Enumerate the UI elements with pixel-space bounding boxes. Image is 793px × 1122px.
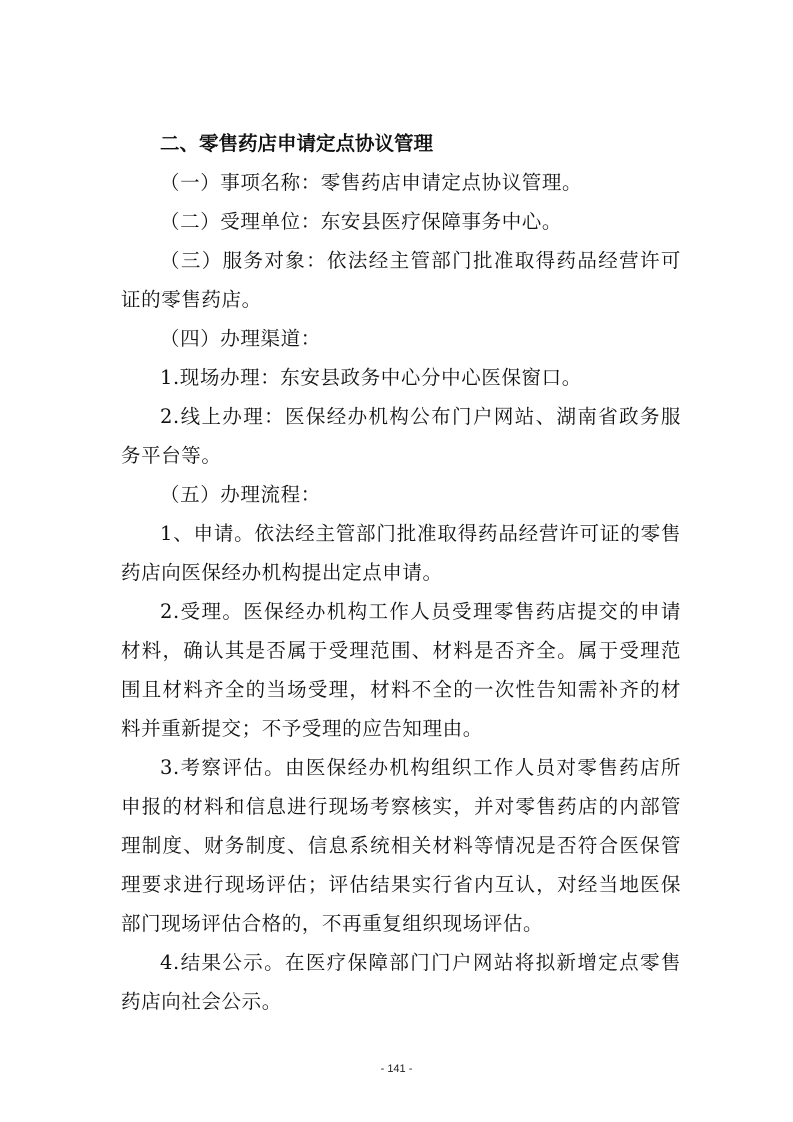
- document-body: [121, 124, 681, 1021]
- accepting-unit-paragraph: （二）受理单位：东安县医疗保障事务中心。: [160, 210, 563, 233]
- online-channel-paragraph: 2.线上办理：医保经办机构公布门户网站、湖南省政务服务平台等。: [121, 405, 681, 467]
- step-apply-paragraph: 1、申请。依法经主管部门批准取得药品经营许可证的零售药店向医保经办机构提出定点申请。: [121, 522, 681, 584]
- step-evaluate-paragraph: 3.考察评估。由医保经办机构组织工作人员对零售药店所申报的材料和信息进行现场考察核实，并对零售药店的内部管理制度、财务制度、信息系统相关材料等情况是否符合医保管理要求进行现场评估；评估结果实行省内互认，对经当地医保部门现场评估合格的，不再重复组织现场评估。: [121, 756, 681, 935]
- step-accept-paragraph: 2.受理。医保经办机构工作人员受理零售药店提交的申请材料，确认其是否属于受理范围、材料是否齐全。属于受理范围且材料齐全的当场受理，材料不全的一次性告知需补齐的材料并重新提交；不予受理的应告知理由。: [121, 600, 681, 740]
- onsite-channel-paragraph: 1.现场办理：东安县政务中心分中心医保窗口。: [160, 366, 582, 389]
- process-heading: （五）办理流程：: [160, 483, 321, 506]
- page-number: - 141 -: [380, 1063, 413, 1075]
- section-heading: 二、零售药店申请定点协议管理: [160, 132, 434, 155]
- service-target-paragraph: （三）服务对象：依法经主管部门批准取得药品经营许可证的零售药店。: [121, 249, 681, 311]
- channels-heading: （四）办理渠道：: [160, 327, 321, 350]
- step-publicize-paragraph: 4.结果公示。在医疗保障部门门户网站将拟新增定点零售药店向社会公示。: [121, 951, 681, 1013]
- item-name-paragraph: （一）事项名称：零售药店申请定点协议管理。: [160, 171, 583, 194]
